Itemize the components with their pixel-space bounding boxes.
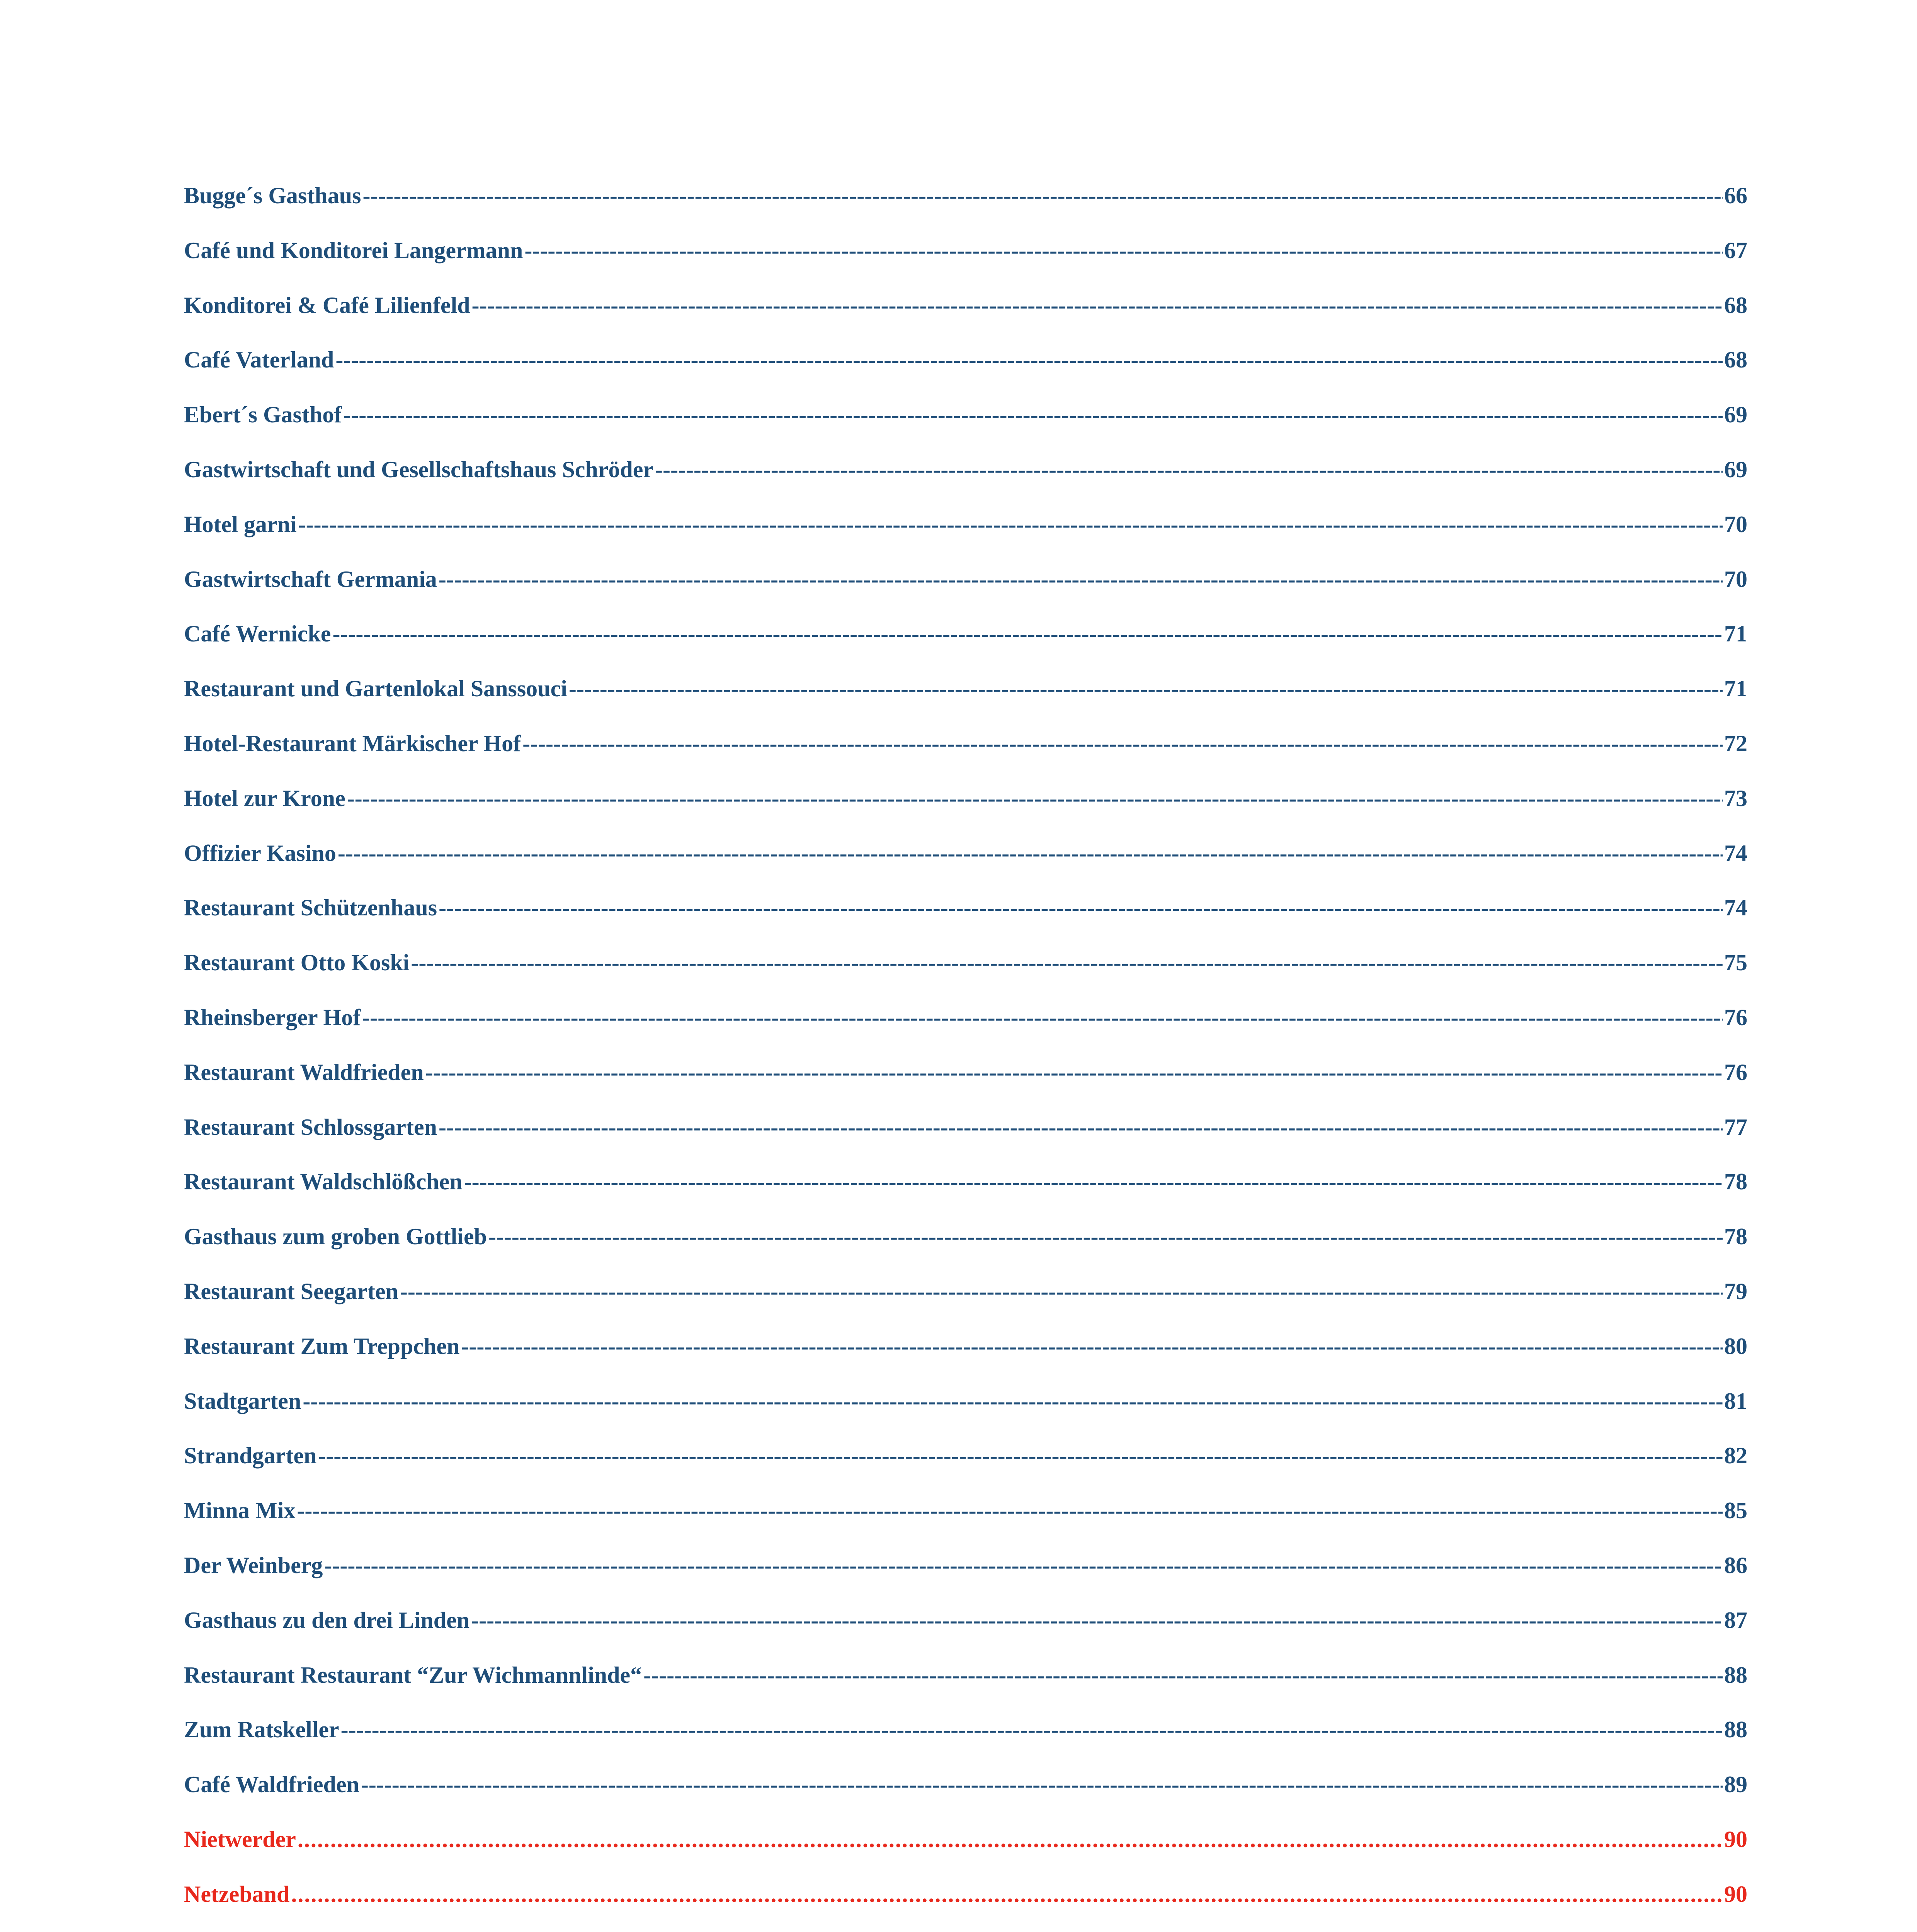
toc-entry-page-number: 71: [1724, 621, 1747, 647]
toc-entry-label: Gasthaus zu den drei Linden: [184, 1607, 470, 1633]
toc-entry-label: Restaurant Waldschlößchen: [184, 1169, 463, 1195]
toc-entry-label: Netzeband: [184, 1881, 290, 1907]
toc-entry-page-number: 77: [1724, 1114, 1747, 1140]
toc-entry-venue[interactable]: [184, 456, 1747, 510]
toc-leader: [472, 291, 1723, 319]
toc-leader: [411, 949, 1723, 976]
toc-entry-page-number: 87: [1724, 1607, 1747, 1633]
toc-leader: [524, 236, 1723, 264]
toc-entry-page-number: 89: [1724, 1772, 1747, 1798]
toc-entry-page-number: 76: [1724, 1059, 1747, 1085]
toc-entry-venue[interactable]: [184, 1606, 1747, 1661]
toc-entry-label: Nietwerder: [184, 1826, 296, 1852]
toc-entry-venue[interactable]: [184, 620, 1747, 675]
toc-entry-venue[interactable]: [184, 1113, 1747, 1168]
toc-entry-venue[interactable]: [184, 1058, 1747, 1113]
toc-entry-label: Restaurant Schützenhaus: [184, 895, 437, 921]
toc-entry-label: Bugge´s Gasthaus: [184, 183, 361, 208]
toc-entry-venue[interactable]: [184, 1277, 1747, 1332]
toc-entry-label: Restaurant Otto Koski: [184, 950, 410, 976]
toc-entry-venue[interactable]: [184, 236, 1747, 291]
toc-entry-label: Restaurant und Gartenlokal Sanssouci: [184, 676, 567, 702]
toc-leader: [332, 620, 1723, 648]
toc-entry-page-number: 88: [1724, 1717, 1747, 1743]
toc-entry-page-number: 88: [1724, 1662, 1747, 1688]
toc-entry-venue[interactable]: [184, 1661, 1747, 1716]
toc-entry-label: Minna Mix: [184, 1498, 296, 1524]
toc-entry-page-number: 75: [1724, 950, 1747, 976]
toc-entry-venue[interactable]: [184, 565, 1747, 620]
toc-entry-label: Café und Konditorei Langermann: [184, 237, 523, 263]
toc-entry-page-number: 72: [1724, 730, 1747, 756]
toc-leader: [400, 1277, 1723, 1305]
toc-entry-page-number: 90: [1724, 1826, 1747, 1852]
toc-leader: [461, 1332, 1723, 1360]
toc-leader: [439, 1113, 1723, 1141]
toc-leader: [338, 839, 1723, 867]
toc-entry-venue[interactable]: [184, 401, 1747, 456]
toc-entry-venue[interactable]: [184, 839, 1747, 894]
toc-leader: [471, 1606, 1723, 1634]
toc-entry-page-number: 70: [1724, 511, 1747, 537]
toc-entry-page-number: 79: [1724, 1278, 1747, 1304]
toc-leader: [324, 1551, 1723, 1579]
toc-entry-label: Hotel zur Krone: [184, 785, 345, 811]
toc-leader: [347, 784, 1723, 812]
toc-entry-page-number: 81: [1724, 1388, 1747, 1414]
toc-entry-venue[interactable]: [184, 1003, 1747, 1058]
toc-leader: [341, 1716, 1723, 1743]
toc-leader: [318, 1442, 1723, 1469]
toc-entry-label: Konditorei & Café Lilienfeld: [184, 292, 470, 318]
toc-entry-label: Offizier Kasino: [184, 840, 336, 866]
toc-leader: [439, 565, 1723, 593]
toc-entry-page-number: 85: [1724, 1498, 1747, 1524]
toc-entry-page-number: 69: [1724, 402, 1747, 428]
toc-entry-page-number: 90: [1724, 1881, 1747, 1907]
toc-entry-label: Gastwirtschaft Germania: [184, 566, 437, 592]
toc-leader: [303, 1387, 1723, 1415]
toc-entry-venue[interactable]: [184, 510, 1747, 565]
toc-entry-label: Restaurant Schlossgarten: [184, 1114, 437, 1140]
toc-entry-page-number: 74: [1724, 895, 1747, 921]
toc-entry-label: Hotel garni: [184, 511, 297, 537]
toc-leader: [361, 1770, 1723, 1798]
toc-entry-place[interactable]: [184, 1880, 1747, 1932]
toc-entry-label: Der Weinberg: [184, 1552, 323, 1578]
toc-entry-label: Café Wernicke: [184, 621, 331, 647]
toc-entry-page-number: 82: [1724, 1443, 1747, 1469]
toc-entry-page-number: 68: [1724, 292, 1747, 318]
toc-entry-page-number: 73: [1724, 785, 1747, 811]
toc-entry-label: Restaurant Seegarten: [184, 1278, 398, 1304]
toc-entry-venue[interactable]: [184, 1497, 1747, 1551]
toc-entry-label: Restaurant Waldfrieden: [184, 1059, 424, 1085]
toc-entry-page-number: 74: [1724, 840, 1747, 866]
toc-leader: [439, 894, 1723, 922]
toc-entry-page-number: 78: [1724, 1224, 1747, 1250]
toc-leader: [488, 1223, 1723, 1250]
toc-entry-label: Stadtgarten: [184, 1388, 301, 1414]
toc-entry-label: Hotel-Restaurant Märkischer Hof: [184, 730, 521, 756]
toc-leader: [335, 346, 1723, 374]
toc-entry-label: Gastwirtschaft und Gesellschaftshaus Schröder: [184, 456, 654, 482]
toc-entry-page-number: 76: [1724, 1004, 1747, 1030]
toc-entry-venue[interactable]: [184, 1387, 1747, 1442]
toc-leader: [425, 1058, 1723, 1086]
toc-entry-page-number: 71: [1724, 676, 1747, 702]
toc-entry-label: Café Vaterland: [184, 347, 334, 373]
toc-entry-page-number: 80: [1724, 1333, 1747, 1359]
toc-leader: [655, 456, 1723, 483]
toc-entry-label: Zum Ratskeller: [184, 1717, 339, 1743]
toc-entry-label: Café Waldfrieden: [184, 1772, 359, 1798]
toc-entry-label: Restaurant Zum Treppchen: [184, 1333, 460, 1359]
toc-leader: [298, 1825, 1723, 1853]
toc-entry-venue[interactable]: [184, 675, 1747, 730]
toc-entry-label: Ebert´s Gasthof: [184, 402, 342, 428]
toc-entry-venue[interactable]: [184, 1223, 1747, 1277]
toc-entry-venue[interactable]: [184, 1332, 1747, 1387]
toc-leader: [297, 1497, 1723, 1524]
toc-entry-page-number: 69: [1724, 456, 1747, 482]
toc-leader: [343, 401, 1723, 429]
table-of-contents: [184, 182, 1747, 1932]
toc-entry-venue[interactable]: [184, 730, 1747, 784]
toc-entry-venue[interactable]: [184, 1551, 1747, 1606]
toc-entry-place[interactable]: [184, 1825, 1747, 1880]
toc-leader: [362, 1003, 1723, 1031]
toc-entry-venue[interactable]: [184, 182, 1747, 236]
toc-entry-page-number: 78: [1724, 1169, 1747, 1195]
toc-entry-venue[interactable]: [184, 784, 1747, 839]
toc-leader: [643, 1661, 1723, 1689]
toc-entry-label: Strandgarten: [184, 1443, 317, 1469]
toc-entry-venue[interactable]: [184, 291, 1747, 346]
toc-entry-label: Gasthaus zum groben Gottlieb: [184, 1224, 487, 1250]
toc-entry-venue[interactable]: [184, 1442, 1747, 1497]
toc-entry-page-number: 68: [1724, 347, 1747, 373]
toc-leader: [362, 182, 1723, 209]
toc-leader: [569, 675, 1723, 702]
toc-entry-page-number: 67: [1724, 237, 1747, 263]
toc-leader: [298, 510, 1723, 538]
toc-entry-page-number: 86: [1724, 1552, 1747, 1578]
toc-entry-venue[interactable]: [184, 346, 1747, 401]
toc-entry-venue[interactable]: [184, 894, 1747, 949]
toc-entry-venue[interactable]: [184, 1770, 1747, 1825]
toc-entry-page-number: 66: [1724, 183, 1747, 208]
toc-entry-page-number: 70: [1724, 566, 1747, 592]
toc-leader: [522, 730, 1723, 757]
toc-leader: [291, 1880, 1723, 1908]
toc-entry-venue[interactable]: [184, 949, 1747, 1003]
toc-entry-label: Restaurant Restaurant “Zur Wichmannlinde“: [184, 1662, 642, 1688]
toc-entry-venue[interactable]: [184, 1168, 1747, 1223]
toc-leader: [464, 1168, 1723, 1196]
toc-entry-venue[interactable]: [184, 1716, 1747, 1770]
toc-entry-label: Rheinsberger Hof: [184, 1004, 361, 1030]
